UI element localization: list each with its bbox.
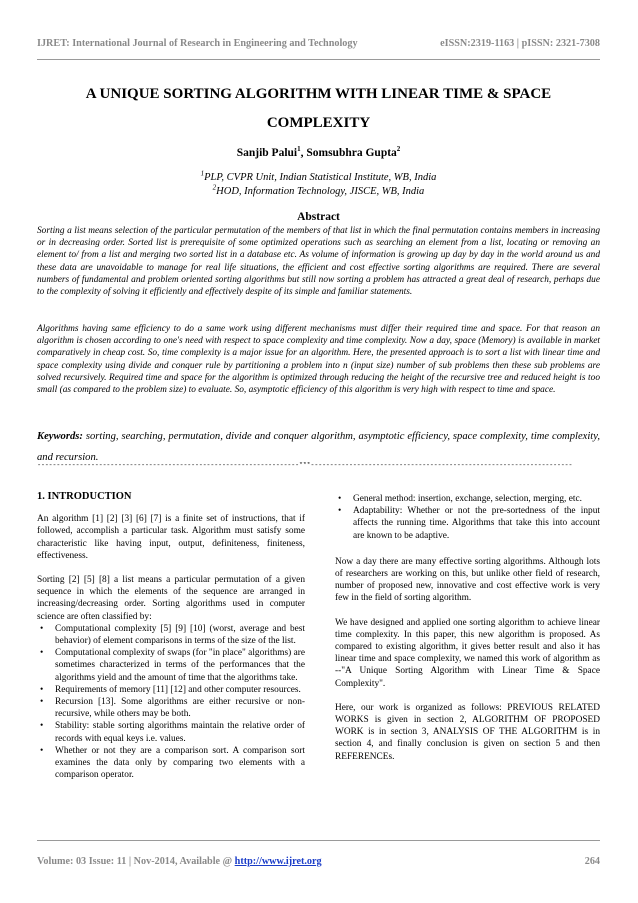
- abstract-paragraph-2: [37, 323, 600, 396]
- author-2-sup: 2: [396, 145, 401, 154]
- list-item-text: Requirements of memory [11] [12] and other computer resources.: [55, 684, 301, 695]
- header-rule: [37, 59, 600, 60]
- list-item-text: Computational complexity [5] [9] [10] (worst, average and best behavior) of element comparisons in terms of the size of the list.: [55, 623, 305, 647]
- footer-rule: [37, 840, 600, 841]
- author-1-sup: 1: [297, 145, 301, 154]
- affiliation-1-sup: 1: [200, 169, 205, 178]
- list-item-text: Computational complexity of swaps (for "in place" algorithms) are sometimes characterized in terms of the performances that the algorithms yield and the amount of time that the algorithms take.: [55, 648, 305, 683]
- bullet-icon: •: [40, 684, 44, 695]
- bullet-icon: •: [338, 494, 342, 504]
- classification-list: [37, 623, 305, 782]
- list-item-text: Recursion [13]. Some algorithms are either recursive or non-recursive, while others may be both.: [55, 697, 305, 720]
- list-item-text: Adaptability: Whether or not the pre-sortedness of the input affects the running time. Algorithms that take this into account are known to be adaptive.: [353, 506, 600, 541]
- affiliation-2-text: HOD, Information Technology, JISCE, WB, India: [216, 186, 425, 197]
- bullet-icon: •: [40, 648, 44, 659]
- keywords-label: Keywords:: [37, 431, 83, 442]
- footer-issue-text: Volume: 03 Issue: 11 | Nov-2014, Available @: [37, 856, 235, 867]
- bullet-icon: •: [40, 745, 44, 756]
- title-line-2: COMPLEXITY: [266, 115, 371, 131]
- bullet-icon: •: [338, 506, 342, 517]
- keywords-text: sorting, searching, permutation, divide and conquer algorithm, asymptotic efficiency, space complexity, time complexity, and recursion.: [37, 431, 600, 463]
- separator-line: --------------------------------------------------------------------***--------------------------------------------------------------------: [37, 462, 573, 470]
- abstract-p2-text: Algorithms having same efficiency to do a same work using different mechanisms must differ their required time and space. For that reason an algorithm is chosen according to one's need with respect to space complexity and time complexity. Now a day, space (Memory) is available in market comparatively in cheap cost. So, time complexity is a major issue for an algorithm. Here, the presented approach is to sort a list with linear time and space complexity using divide and conquer rule by partitioning a problem into n (input size) number of sub problems then these sub problems are solved recursively. Required time and space for the algorithm is optimized through reducing the height of the recursive tree and reduced height is too small (as compared to the problem size) to evaluate. So, asymptotic efficiency of this algorithm is very high with respect to time and space.: [37, 324, 600, 396]
- right-column: [335, 493, 600, 763]
- intro-paragraph-2: Sorting [2] [5] [8] a list means a particular permutation of a given sequence in which the elements of the sequence are arranged in increasing/decreasing order. Sorting algorithms used in computer science are often classified by:: [37, 575, 305, 622]
- journal-name: IJRET: International Journal of Research in Engineering and Technology: [37, 38, 358, 49]
- intro-paragraph-3: Now a day there are many effective sorting algorithms. Although lots of researchers are working on this, but unlike other field of research, number of proposed new, innovative and cost effective work is very few in the field of sorting algorithm.: [335, 556, 600, 604]
- journal-url-link[interactable]: http://www.ijret.org: [234, 856, 322, 867]
- bullet-icon: •: [40, 623, 44, 634]
- issn-text: eISSN:2319-1163 | pISSN: 2321-7308: [440, 38, 600, 49]
- affiliation-2: [37, 185, 600, 199]
- footer-issue: [37, 856, 322, 867]
- affiliation-1-text: PLP, CVPR Unit, Indian Statistical Institute, WB, India: [204, 172, 437, 183]
- affiliation-1: [37, 171, 600, 185]
- title-line-1: A UNIQUE SORTING ALGORITHM WITH LINEAR TIME & SPACE: [85, 86, 552, 102]
- list-item: [37, 696, 305, 720]
- list-item: [37, 684, 305, 696]
- list-item: [37, 720, 305, 744]
- bullet-icon: •: [40, 697, 44, 708]
- intro-paragraph-4: We have designed and applied one sorting algorithm to achieve linear time complexity. In this paper, this new algorithm is proposed. As compared to existing algorithm, it gives better result and also it has linear time and space complexity, we named this work of algorithm as --"A Unique Sorting Algorithm with Linear Time & Space Complexity".: [335, 617, 600, 689]
- affiliations: [37, 171, 600, 199]
- author-1: Sanjib Palui: [236, 147, 298, 159]
- author-2: Somsubhra Gupta: [306, 147, 397, 159]
- list-item-text: Whether or not they are a comparison sort. A comparison sort examines the data only by comparing two elements with a comparison operator.: [55, 745, 305, 781]
- list-item: [37, 647, 305, 684]
- bullet-icon: •: [40, 721, 44, 732]
- section-heading-introduction: 1. INTRODUCTION: [37, 491, 132, 502]
- list-item: [335, 505, 600, 542]
- list-item: [37, 745, 305, 782]
- intro-paragraph-5: Here, our work is organized as follows: PREVIOUS RELATED WORKS is given in section 2, ALGORITHM OF PROPOSED WORK is in section 3, ANALYSIS OF THE ALGORITHM is in section 4, and finally conclusion is given on section 5 and then REFERENCEs.: [335, 702, 600, 762]
- list-item: [335, 493, 600, 505]
- left-column: [37, 491, 305, 781]
- paper-title: [37, 80, 600, 138]
- author-line: [37, 147, 600, 159]
- intro-paragraph-1: An algorithm [1] [2] [3] [6] [7] is a finite set of instructions, that if followed, accomplish a particular task. Algorithm must satisfy some characteristic like having input, output, definiteness, finiteness, effectiveness.: [37, 514, 305, 561]
- author-separator: ,: [300, 147, 307, 159]
- classification-list-continued: [335, 493, 600, 542]
- list-item-text: Stability: stable sorting algorithms maintain the relative order of records with equal keys i.e. values.: [55, 721, 305, 744]
- abstract-paragraph-1: [37, 225, 600, 298]
- page-number: 264: [584, 856, 600, 867]
- list-item: [37, 623, 305, 647]
- affiliation-2-sup: 2: [212, 183, 217, 192]
- list-item-text: General method: insertion, exchange, selection, merging, etc.: [353, 494, 582, 504]
- abstract-heading: Abstract: [297, 211, 340, 223]
- abstract-p1-text: Sorting a list means selection of the particular permutation of the members of that list in which the final permutation contains members in increasing or in decreasing order. Sorted list is prerequisite of some optimized operations such as searching an element from a list, locating or removing an element to/ from a list and merging two sorted list in a database etc. As volume of information is growing up day by day in the world around us and these data are unavoidable to manage for real life situations, the efficient and cost effective sorting algorithms are required. There are several numbers of fundamental and problem oriented sorting algorithms but still now sorting a problem has attracted a great deal of research, perhaps due to the complexity of solving it efficiently and effectively despite of its simple and familiar statements.: [37, 226, 600, 298]
